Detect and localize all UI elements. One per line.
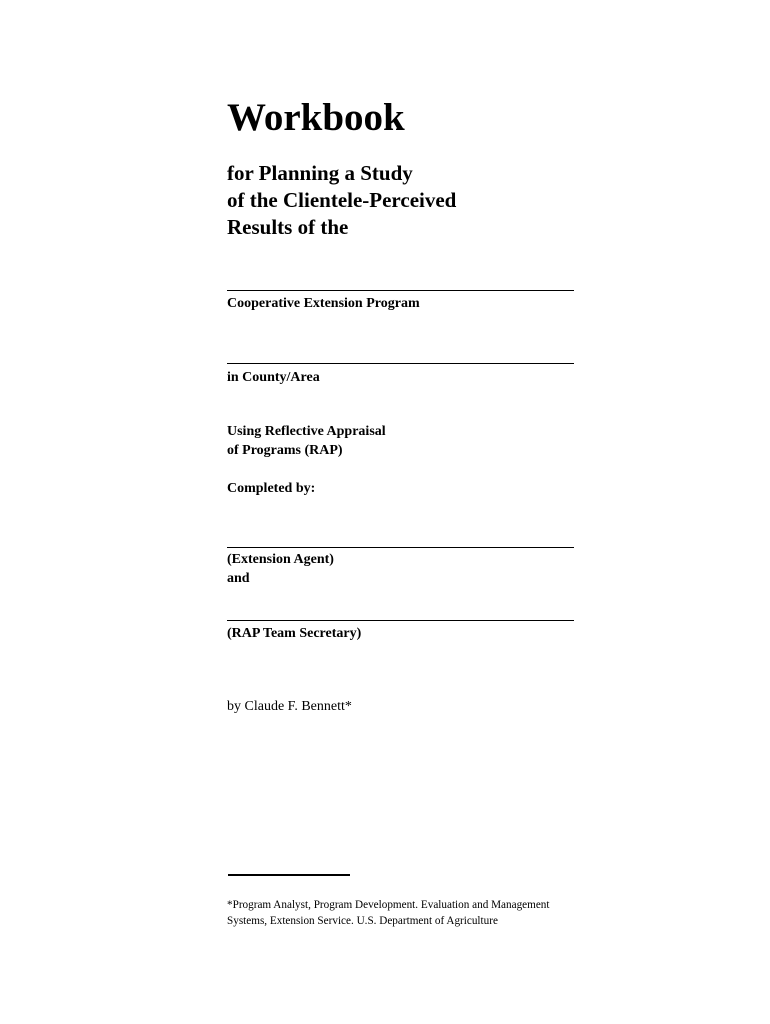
program-blank-line: [227, 290, 574, 291]
county-blank-line: [227, 363, 574, 364]
agent-blank-line: [227, 547, 574, 548]
author-line: by Claude F. Bennett*: [227, 699, 352, 714]
agent-field-label: (Extension Agent): [227, 552, 334, 567]
document-subtitle: [227, 160, 456, 241]
county-field-label: in County/Area: [227, 370, 320, 385]
footnote-line: Systems, Extension Service. U.S. Department of Agriculture: [227, 915, 498, 927]
method-line: of Programs (RAP): [227, 443, 343, 458]
and-text: and: [227, 571, 250, 586]
secretary-blank-line: [227, 620, 574, 621]
subtitle-line: Results of the: [227, 215, 349, 239]
secretary-field-label: (RAP Team Secretary): [227, 626, 362, 641]
program-field-label: Cooperative Extension Program: [227, 296, 420, 311]
completed-by-label: Completed by:: [227, 481, 316, 496]
subtitle-line: for Planning a Study: [227, 161, 413, 185]
method-description: [227, 422, 386, 460]
footnote: [227, 897, 550, 929]
method-line: Using Reflective Appraisal: [227, 424, 386, 439]
document-title: Workbook: [227, 96, 405, 139]
subtitle-line: of the Clientele-Perceived: [227, 188, 457, 212]
footnote-separator: [228, 874, 350, 876]
footnote-line: *Program Analyst, Program Development. Evaluation and Management: [227, 899, 550, 911]
